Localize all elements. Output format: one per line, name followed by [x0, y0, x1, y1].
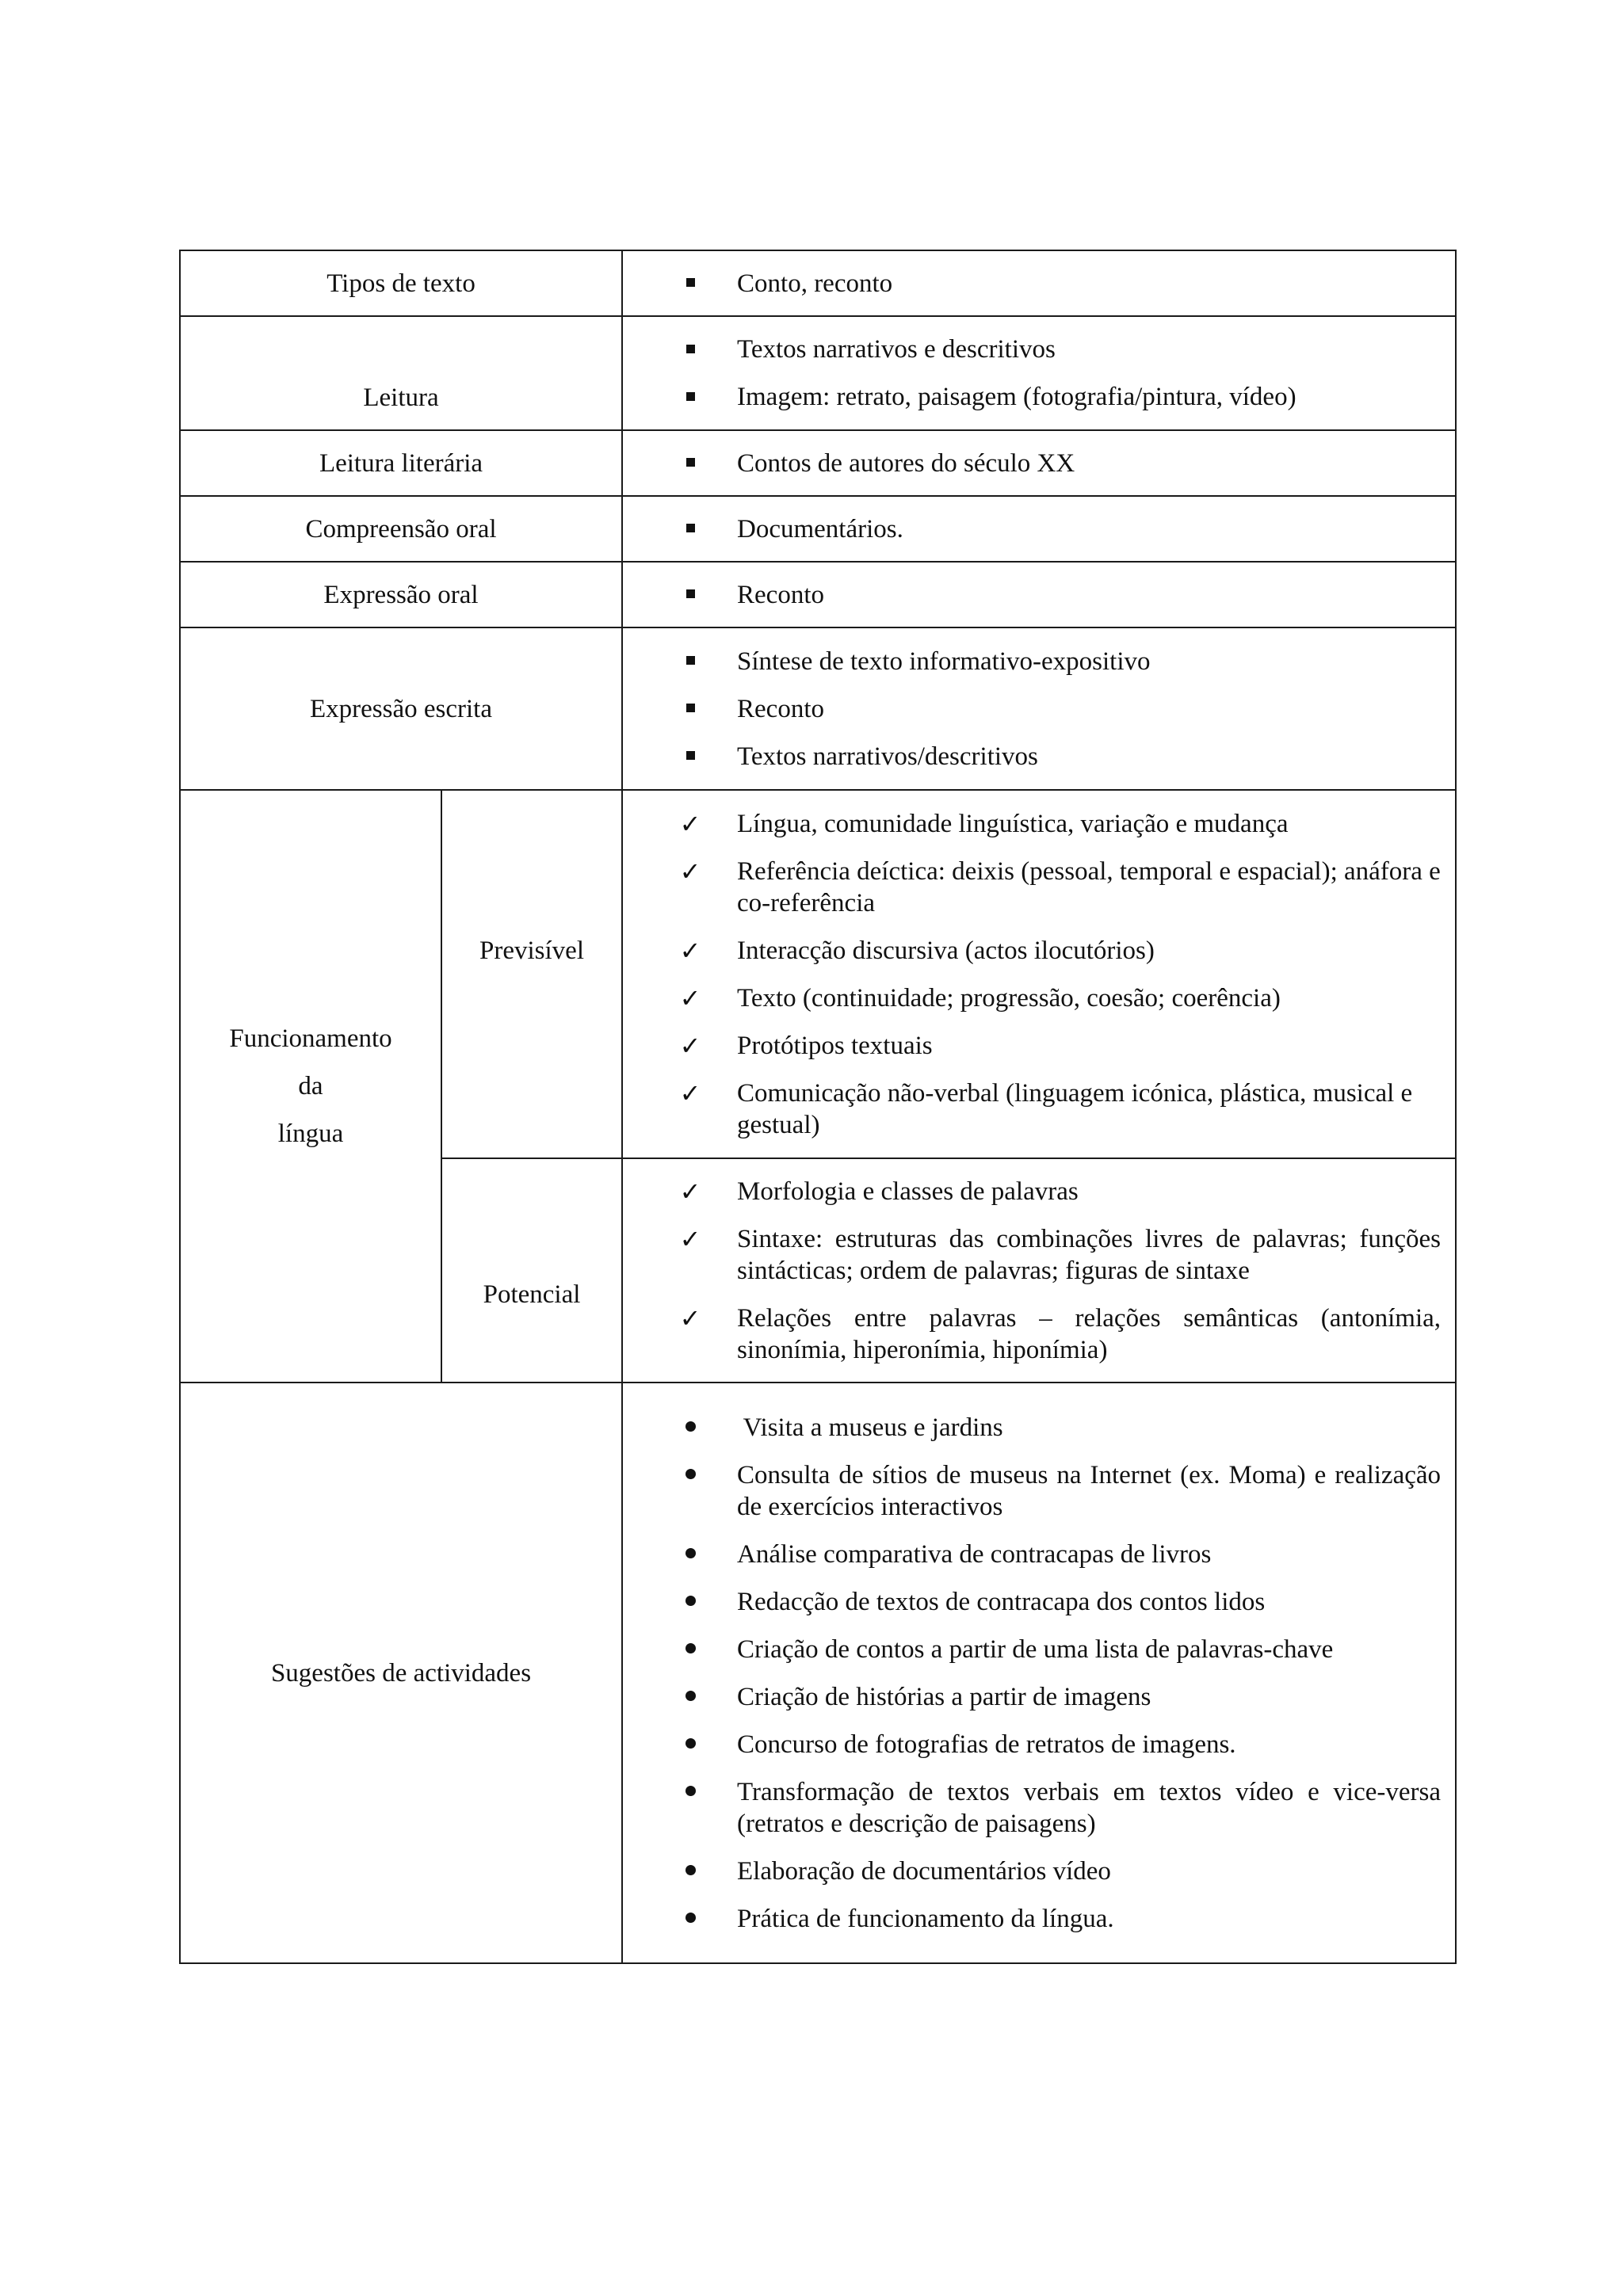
- list-item: Imagem: retrato, paisagem (fotografia/pintura, vídeo): [623, 381, 1441, 413]
- item-list: [623, 448, 1441, 479]
- square-bullet-icon: [678, 513, 702, 545]
- round-bullet-icon: [678, 1776, 702, 1808]
- list-item: Elaboração de documentários vídeo: [623, 1855, 1441, 1887]
- row-items-previsivel: [622, 790, 1456, 1158]
- list-item: Concurso de fotografias de retratos de imagens.: [623, 1729, 1441, 1760]
- sublabel-previsivel: Previsível: [441, 790, 622, 1158]
- row-label-expressao-oral: Expressão oral: [180, 562, 622, 627]
- list-item: Criação de histórias a partir de imagens: [623, 1681, 1441, 1713]
- row-items-tipos-de-texto: [622, 250, 1456, 316]
- table-row: [180, 496, 1456, 562]
- square-bullet-icon: [678, 448, 702, 479]
- list-item: Consulta de sítios de museus na Internet (ex. Moma) e realização de exercícios interactivos: [623, 1459, 1441, 1523]
- round-bullet-icon: [678, 1855, 702, 1887]
- funcionamento-label-line: da: [298, 1072, 323, 1100]
- row-label-compreensao-oral: Compreensão oral: [180, 496, 622, 562]
- list-item: Contos de autores do século XX: [623, 448, 1441, 479]
- checkmark-icon: ✓: [679, 808, 701, 839]
- square-bullet-icon: [678, 334, 702, 365]
- row-items-sugestoes: [622, 1383, 1456, 1963]
- square-bullet-icon: [678, 381, 702, 413]
- checkmark-icon: ✓: [679, 1223, 701, 1254]
- list-item: Textos narrativos e descritivos: [623, 334, 1441, 365]
- round-bullet-icon: [678, 1586, 702, 1618]
- checkmark-icon: ✓: [679, 935, 701, 966]
- square-bullet-icon: [678, 646, 702, 677]
- table-row: [180, 562, 1456, 627]
- round-bullet-icon: [678, 1729, 702, 1760]
- list-item: ✓ Interacção discursiva (actos ilocutórios): [679, 935, 1155, 966]
- list-item: ✓ Língua, comunidade linguística, variação e mudança: [679, 808, 1289, 839]
- row-label-sugestoes-de-actividades: Sugestões de actividades: [180, 1383, 622, 1963]
- square-bullet-icon: [678, 693, 702, 725]
- square-bullet-icon: [678, 579, 702, 611]
- item-list: [623, 579, 1441, 611]
- table-row: [180, 430, 1456, 496]
- item-list: [623, 334, 1441, 413]
- list-item: ✓ Sintaxe: estruturas das combinações livres de palavras; funções sintácticas; ordem de palavras; figuras de sintaxe: [679, 1223, 1442, 1285]
- item-list: [623, 1412, 1441, 1935]
- checkmark-icon: ✓: [679, 982, 701, 1013]
- table-row: [180, 1383, 1456, 1963]
- list-item: Análise comparativa de contracapas de livros: [623, 1539, 1441, 1570]
- list-item: Visita a museus e jardins: [623, 1412, 1441, 1444]
- square-bullet-icon: [678, 741, 702, 772]
- row-label-funcionamento-da-lingua: [180, 790, 441, 1383]
- list-item: Reconto: [623, 693, 1441, 725]
- list-item: Transformação de textos verbais em textos vídeo e vice-versa (retratos e descrição de paisagens): [623, 1776, 1441, 1840]
- table-row: [180, 790, 1456, 1158]
- list-item: ✓ Relações entre palavras – relações semânticas (antonímia, sinonímia, hiperonímia, hiponímia): [679, 1302, 1442, 1364]
- checkmark-icon: ✓: [679, 1030, 701, 1061]
- round-bullet-icon: [678, 1634, 702, 1665]
- row-items-potencial: [622, 1158, 1456, 1383]
- list-item: ✓ Protótipos textuais: [679, 1030, 933, 1061]
- list-item: Redacção de textos de contracapa dos contos lidos: [623, 1586, 1441, 1618]
- round-bullet-icon: [678, 1459, 702, 1491]
- table-row: [180, 250, 1456, 316]
- item-list: [623, 1176, 1441, 1366]
- curriculum-table: [179, 250, 1457, 1964]
- item-list: [623, 808, 1441, 1141]
- list-item: Prática de funcionamento da língua.: [623, 1903, 1441, 1935]
- item-list: [623, 513, 1441, 545]
- checkmark-icon: ✓: [679, 856, 701, 887]
- row-items-expressao-escrita: [622, 627, 1456, 790]
- funcionamento-label-line: língua: [277, 1119, 344, 1148]
- round-bullet-icon: [678, 1681, 702, 1713]
- row-label-leitura-literaria: Leitura literária: [180, 430, 622, 496]
- row-items-expressao-oral: [622, 562, 1456, 627]
- round-bullet-icon: [678, 1903, 702, 1935]
- round-bullet-icon: [678, 1412, 702, 1444]
- sublabel-potencial: Potencial: [441, 1158, 622, 1383]
- checkmark-icon: ✓: [679, 1077, 701, 1108]
- list-item: ✓ Comunicação não-verbal (linguagem icónica, plástica, musical e gestual): [679, 1077, 1413, 1139]
- table-row: [180, 316, 1456, 430]
- funcionamento-label-line: Funcionamento: [229, 1024, 392, 1053]
- list-item: Conto, reconto: [623, 268, 1441, 299]
- list-item: Criação de contos a partir de uma lista de palavras-chave: [623, 1634, 1441, 1665]
- round-bullet-icon: [678, 1539, 702, 1570]
- list-item: ✓ Morfologia e classes de palavras: [679, 1176, 1079, 1207]
- table-row: [180, 627, 1456, 790]
- row-label-expressao-escrita: Expressão escrita: [180, 627, 622, 790]
- checkmark-icon: ✓: [679, 1176, 701, 1207]
- item-list: [623, 646, 1441, 772]
- row-items-leitura: [622, 316, 1456, 430]
- square-bullet-icon: [678, 268, 702, 299]
- row-items-leitura-literaria: [622, 430, 1456, 496]
- checkmark-icon: ✓: [679, 1302, 701, 1333]
- row-label-leitura: Leitura: [180, 316, 622, 430]
- list-item: Síntese de texto informativo-expositivo: [623, 646, 1441, 677]
- list-item: ✓ Texto (continuidade; progressão, coesão; coerência): [679, 982, 1281, 1013]
- item-list: [623, 268, 1441, 299]
- list-item: ✓ Referência deíctica: deixis (pessoal, temporal e espacial); anáfora e co-referência: [679, 856, 1441, 917]
- list-item: Documentários.: [623, 513, 1441, 545]
- list-item: Reconto: [623, 579, 1441, 611]
- row-label-tipos-de-texto: Tipos de texto: [180, 250, 622, 316]
- row-items-compreensao-oral: [622, 496, 1456, 562]
- list-item: Textos narrativos/descritivos: [623, 741, 1441, 772]
